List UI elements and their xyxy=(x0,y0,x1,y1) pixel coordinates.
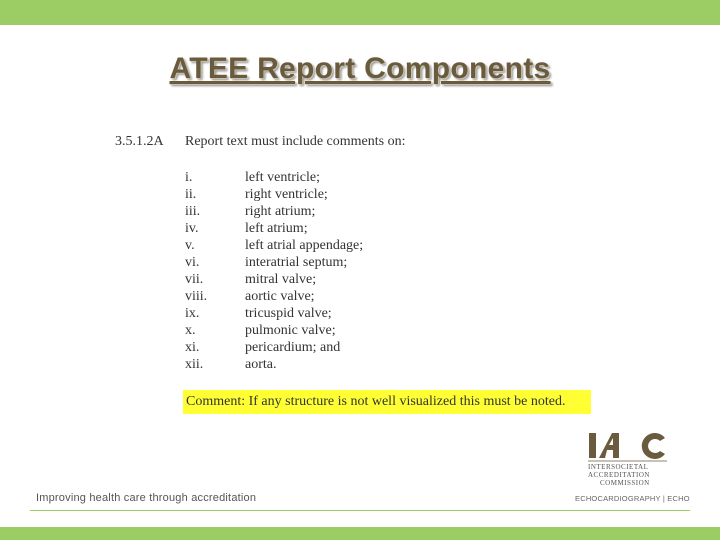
list-item-text: right atrium; xyxy=(245,204,316,219)
list-item-number: v. xyxy=(185,238,195,253)
list-item-text: interatrial septum; xyxy=(245,255,348,270)
list-item-number: iii. xyxy=(185,204,201,219)
list-item-text: aorta. xyxy=(245,357,277,372)
list-item-text: aortic valve; xyxy=(245,289,315,304)
list-item-number: iv. xyxy=(185,221,199,236)
list-item-number: x. xyxy=(185,323,196,338)
logo-line-3: COMMISSION xyxy=(600,479,650,487)
section-number: 3.5.1.2A xyxy=(115,134,164,149)
logo-line-2: ACCREDITATION xyxy=(588,471,650,479)
section-text: Report text must include comments on: xyxy=(185,134,406,149)
list-item-number: vi. xyxy=(185,255,200,270)
bottom-accent-bar xyxy=(0,527,720,540)
list-item-number: i. xyxy=(185,170,193,185)
logo-line-1: INTERSOCIETAL xyxy=(588,463,649,471)
list-item-number: xi. xyxy=(185,340,200,355)
footer-divider xyxy=(30,510,690,511)
logo-subtitle: ECHOCARDIOGRAPHY | ECHO xyxy=(575,494,690,503)
list-item-text: mitral valve; xyxy=(245,272,317,287)
list-item-number: xii. xyxy=(185,357,204,372)
list-item-number: viii. xyxy=(185,289,208,304)
slide-title: ATEE Report Components xyxy=(169,52,551,85)
list-item-text: pulmonic valve; xyxy=(245,323,336,338)
list-item-number: ii. xyxy=(185,187,197,202)
list-item-text: left ventricle; xyxy=(245,170,321,185)
list-item-text: left atrium; xyxy=(245,221,308,236)
list-item-text: right ventricle; xyxy=(245,187,328,202)
list-item-number: vii. xyxy=(185,272,204,287)
list-item-text: tricuspid valve; xyxy=(245,306,332,321)
list-item-text: pericardium; and xyxy=(245,340,341,355)
list-item-number: ix. xyxy=(185,306,200,321)
list-item-text: left atrial appendage; xyxy=(245,238,364,253)
highlighted-comment: Comment: If any structure is not well visualized this must be noted. xyxy=(183,390,591,414)
footer-tagline: Improving health care through accreditation xyxy=(36,492,257,504)
